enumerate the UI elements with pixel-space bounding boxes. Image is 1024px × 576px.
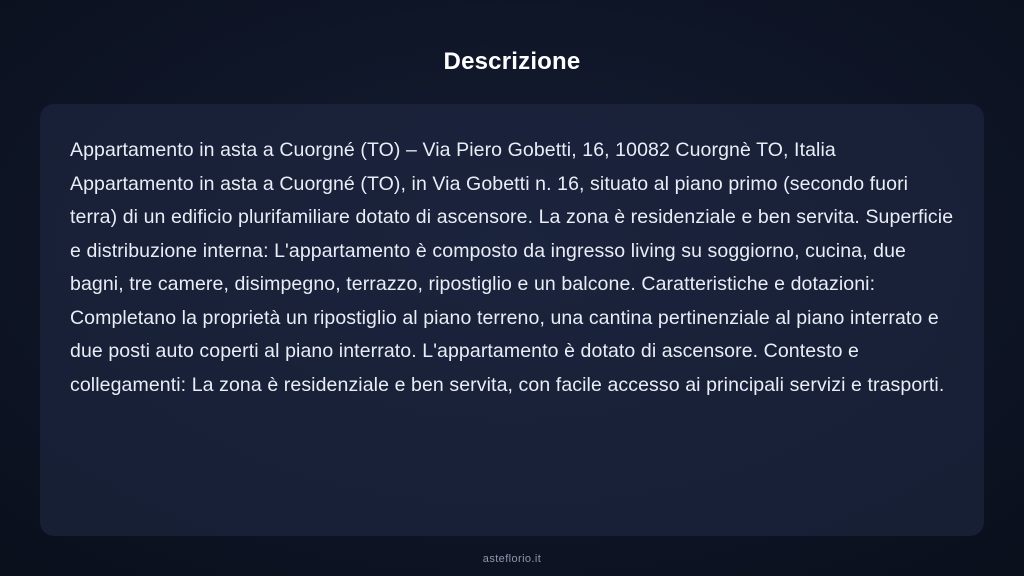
description-text: Appartamento in asta a Cuorgné (TO) – Via Piero Gobetti, 16, 10082 Cuorgnè TO, Italia Appartamento in asta a Cuorgné (TO), in Via Gobetti n. 16, situato al piano primo (secondo fuori terra) di un edificio plurifamiliare dotato di ascensore. La zona è residenziale e ben servita. Superficie e distribuzione interna: L'appartamento è composto da ingresso living su soggiorno, cucina, due bagni, tre camere, disimpegno, terrazzo, ripostiglio e un balcone. Caratteristiche e dotazioni: Completano la proprietà un ripostiglio al piano terreno, una cantina pertinenziale al piano interrato e due posti auto coperti al piano interrato. L'appartamento è dotato di ascensore. Contesto e collegamenti: La zona è residenziale e ben servita, con facile accesso ai principali servizi e trasporti. (70, 139, 954, 396)
page-title: Descrizione (443, 48, 581, 75)
watermark: asteflorio.it (482, 553, 542, 565)
description-card (40, 104, 984, 536)
